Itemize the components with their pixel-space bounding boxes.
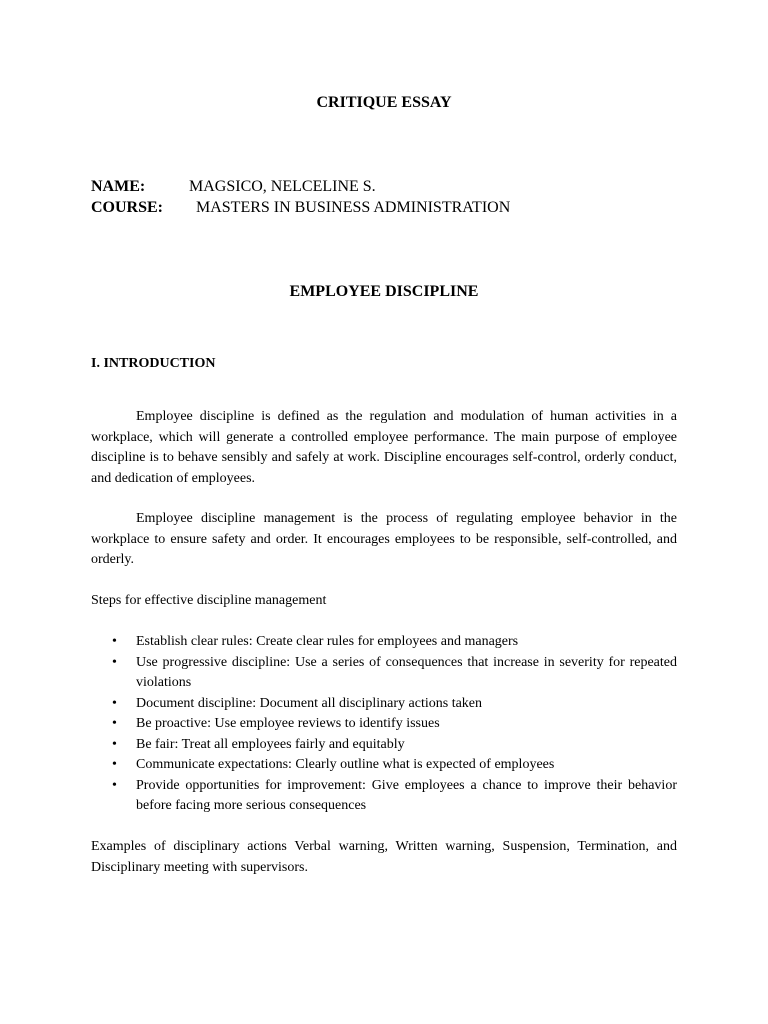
bullet-icon: •	[112, 654, 117, 670]
list-item-text: Provide opportunities for improvement: Give employees a chance to improve their behavior before facing more serious consequences	[136, 777, 677, 813]
section-heading: I. INTRODUCTION	[91, 356, 216, 371]
bullet-icon: •	[112, 777, 117, 793]
document-title: CRITIQUE ESSAY	[316, 94, 452, 111]
list-item	[91, 755, 677, 776]
steps-list	[91, 632, 677, 817]
course-label: COURSE:	[91, 199, 164, 216]
steps-title: Steps for effective discipline management	[91, 593, 327, 608]
list-item-text: Communicate expectations: Clearly outline what is expected of employees	[136, 757, 555, 772]
paragraph-management: Employee discipline management is the process of regulating employee behavior in the workplace to ensure safety and order. It encourages employees to be responsible, self-controlled, and orderly.	[91, 511, 677, 567]
paragraph-definition: Employee discipline is defined as the regulation and modulation of human activities in a workplace, which will generate a controlled employee performance. The main purpose of employee discipline is to behave sensibly and safely at work. Discipline encourages self-control, orderly conduct, and dedication of employees.	[91, 409, 677, 486]
topic-title: EMPLOYEE DISCIPLINE	[289, 283, 479, 300]
bullet-icon: •	[112, 736, 117, 752]
name-row	[91, 177, 376, 197]
list-item-text: Document discipline: Document all disciplinary actions taken	[136, 695, 483, 711]
bullet-icon: •	[112, 634, 117, 649]
list-item	[91, 694, 677, 715]
course-row	[91, 198, 510, 218]
list-item	[91, 776, 677, 817]
list-item-text: Establish clear rules: Create clear rules for employees and managers	[136, 634, 519, 649]
bullet-icon: •	[112, 757, 117, 772]
name-label: NAME:	[91, 178, 146, 195]
name-value: MAGSICO, NELCELINE S.	[189, 178, 376, 195]
paragraph-examples: Examples of disciplinary actions Verbal warning, Written warning, Suspension, Termination, and Disciplinary meeting with supervisors.	[91, 839, 677, 875]
bullet-icon: •	[112, 716, 117, 731]
list-item-text: Use progressive discipline: Use a series of consequences that increase in severity for repeated violations	[136, 654, 677, 690]
list-item	[91, 714, 677, 735]
list-item-text: Be proactive: Use employee reviews to identify issues	[136, 716, 440, 731]
list-item	[91, 653, 677, 694]
course-value: MASTERS IN BUSINESS ADMINISTRATION	[196, 199, 511, 216]
list-item-text: Be fair: Treat all employees fairly and equitably	[136, 736, 405, 752]
bullet-icon: •	[112, 695, 117, 711]
list-item	[91, 735, 677, 756]
list-item	[91, 632, 677, 653]
